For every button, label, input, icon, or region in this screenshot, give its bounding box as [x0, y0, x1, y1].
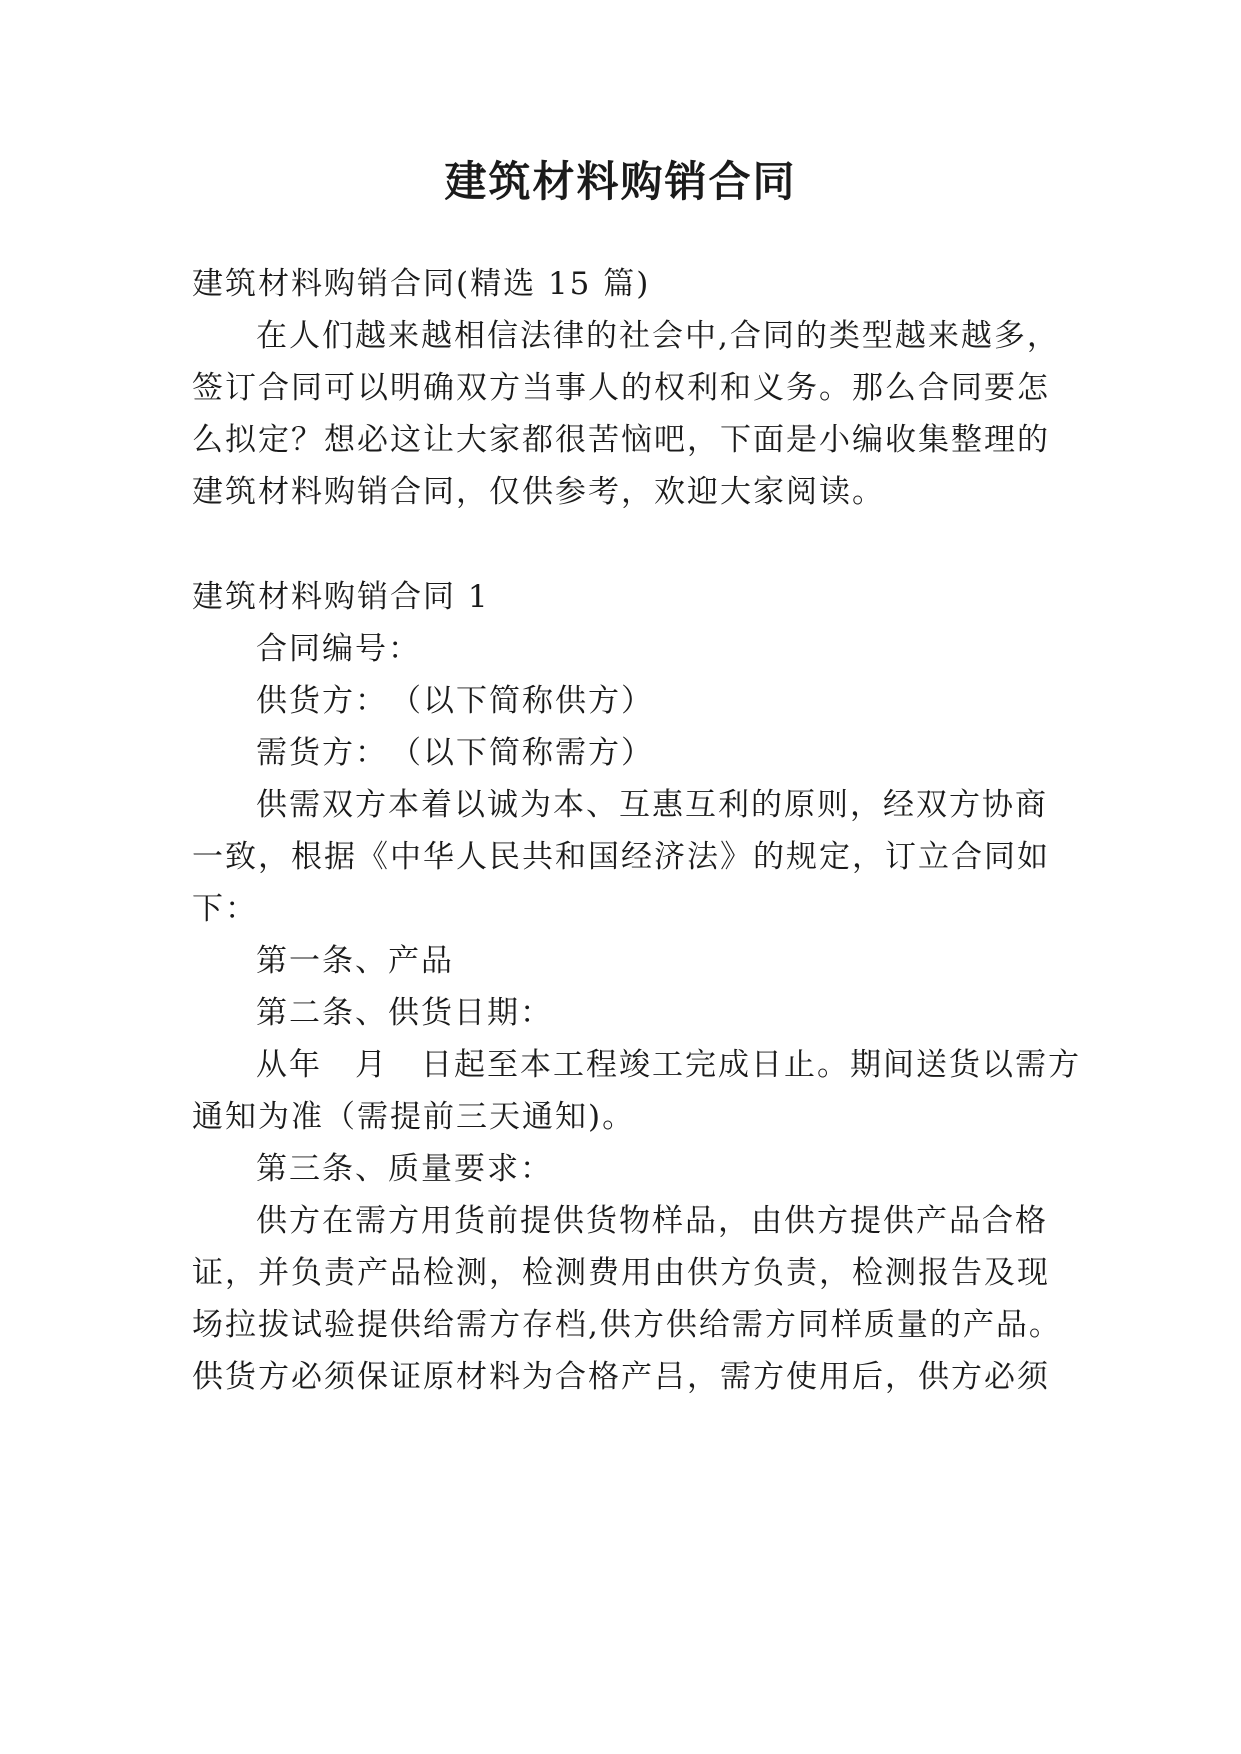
intro-line: 么拟定？想必这让大家都很苦恼吧，下面是小编收集整理的 [192, 422, 1050, 458]
document-title: 建筑材料购销合同 [444, 157, 797, 206]
section-heading: 建筑材料购销合同 1 [192, 579, 490, 615]
article-3-line: 证，并负责产品检测，检测费用由供方负责，检测报告及现 [192, 1255, 1050, 1291]
preamble-line: 供需双方本着以诚为本、互惠互利的原则，经双方协商 [256, 787, 1048, 823]
preamble-line: 下： [192, 891, 258, 927]
article-2-heading: 第二条、供货日期： [256, 995, 553, 1031]
article-2-line: 通知为准（需提前三天通知)。 [192, 1099, 636, 1135]
intro-line: 在人们越来越相信法律的社会中,合同的类型越来越多， [256, 318, 1060, 354]
article-3-line: 供货方必须保证原材料为合格产吕，需方使用后，供方必须 [192, 1359, 1050, 1395]
article-3-line: 场拉拔试验提供给需方存档,供方供给需方同样质量的产品。 [192, 1307, 1062, 1343]
supplier-line: 供货方： （以下简称供方） [256, 683, 654, 719]
intro-line: 签订合同可以明确双方当事人的权利和义务。那么合同要怎 [192, 370, 1050, 406]
article-3-heading: 第三条、质量要求： [256, 1151, 553, 1187]
article-3-line: 供方在需方用货前提供货物样品，由供方提供产品合格 [256, 1203, 1048, 1239]
document-subtitle: 建筑材料购销合同(精选 15 篇) [192, 266, 651, 302]
intro-line: 建筑材料购销合同，仅供参考，欢迎大家阅读。 [192, 474, 885, 510]
preamble-line: 一致，根据《中华人民共和国经济法》的规定，订立合同如 [192, 839, 1050, 875]
buyer-line: 需货方： （以下简称需方） [256, 735, 654, 771]
article-1-heading: 第一条、产品 [256, 943, 454, 979]
contract-number-label: 合同编号： [256, 631, 421, 667]
article-2-line: 从年 月 日起至本工程竣工完成日止。期间送货以需方 [256, 1047, 1081, 1083]
